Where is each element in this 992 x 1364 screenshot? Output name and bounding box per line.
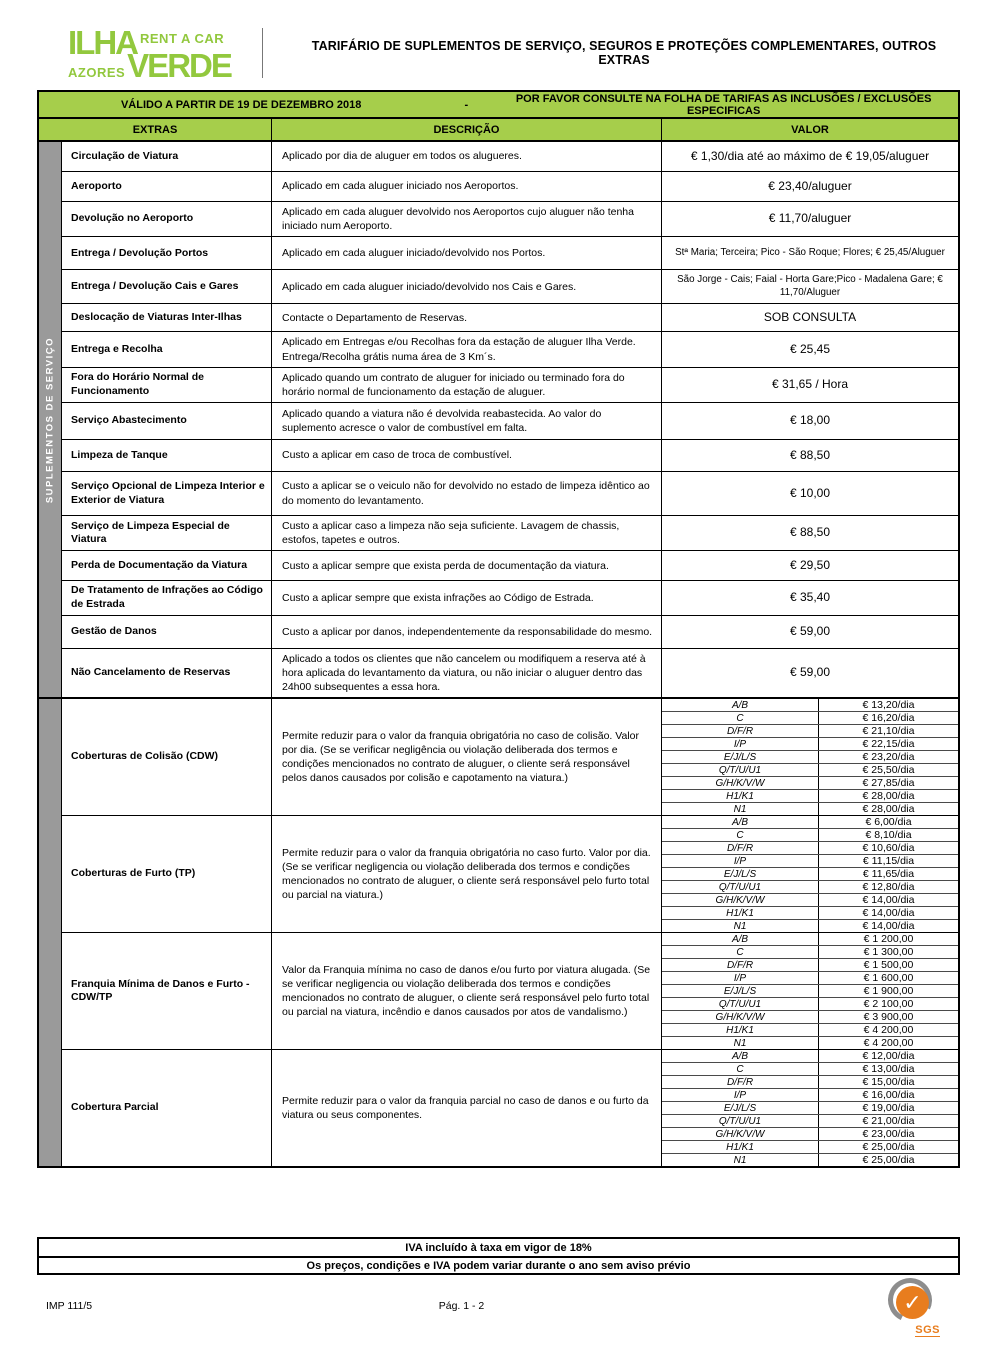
page-footer-line [0,1289,992,1336]
rate-value-cell: € 12,00/dia [862,1050,915,1063]
validity-banner [39,92,958,119]
value-cell: € 88,50 [789,447,831,462]
rate-value-cell: € 1 200,00 [863,933,914,946]
rate-value-cell: € 6,00/dia [865,816,912,829]
vehicle-group-cell: H1/K1 [662,1141,819,1153]
coverage-rate-row [662,907,958,920]
vehicle-group-cell: C [662,712,819,724]
value-cell: Stª Maria; Terceira; Pico - São Roque; Flores; € 25,45/Aluguer [675,246,945,258]
vehicle-group-cell: D/F/R [662,725,819,737]
rate-value-cell: € 2 100,00 [863,998,914,1011]
supplement-row [62,616,958,649]
logo-tagline: RENT A CAR [140,31,225,46]
supplements-section [39,142,958,697]
supplement-row [62,472,958,516]
supplement-row [62,516,958,551]
description-cell: Custo a aplicar sempre que exista infrações ao Código de Estrada. [272,581,662,614]
coverage-block [62,699,958,816]
supplement-row [62,237,958,270]
document-header [0,22,992,88]
rate-value-cell: € 3 900,00 [863,1011,914,1024]
extra-name-cell: Devolução no Aeroporto [62,202,272,236]
supplement-row [62,649,958,698]
vehicle-group-cell: C [662,1063,819,1075]
vehicle-group-cell: I/P [662,855,819,867]
description-cell: Custo a aplicar caso a limpeza não seja suficiente. Lavagem de chassis, estofos, tapetes e outros. [272,516,662,550]
vehicle-group-cell: D/F/R [662,842,819,854]
sgs-certification-logo [882,1278,940,1342]
coverage-rate-row [662,777,958,790]
coverage-rate-row [662,946,958,959]
rate-value-cell: € 27,85/dia [862,777,915,790]
vehicle-group-cell: H1/K1 [662,790,819,802]
coverage-rate-row [662,699,958,712]
vehicle-group-cell: A/B [662,816,819,828]
coverage-rate-row [662,1076,958,1089]
rate-value-cell: € 4 200,00 [863,1037,914,1050]
vehicle-group-cell: I/P [662,1089,819,1101]
coverage-rate-row [662,881,958,894]
vehicle-group-cell: C [662,829,819,841]
coverages-section [39,697,958,1166]
coverage-rate-row [662,738,958,751]
vehicle-group-cell: G/H/K/V/W [662,1011,819,1023]
column-header-extras: EXTRAS [39,119,272,140]
coverage-description-cell: Permite reduzir para o valor da franquia parcial no caso de danos e ou furto da viatura ou seus componentes. [272,1050,662,1166]
logo-word-verde: VERDE [127,47,231,84]
coverage-blocks [62,699,958,1166]
description-cell: Aplicado em cada aluguer iniciado/devolvido nos Portos. [272,237,662,269]
extra-name-cell: Aeroporto [62,172,272,201]
vehicle-group-cell: E/J/L/S [662,1102,819,1114]
coverage-rate-table [662,816,958,932]
coverage-rate-table [662,933,958,1049]
document-title: TARIFÁRIO DE SUPLEMENTOS DE SERVIÇO, SEGUROS E PROTEÇÕES COMPLEMENTARES, OUTROS EXTRAS [311,39,937,67]
validity-date-text: VÁLIDO A PARTIR DE 19 DE DEZEMBRO 2018 [120,98,362,111]
tariff-table [37,90,960,1168]
logo-region: AZORES [68,65,126,80]
rate-value-cell: € 16,00/dia [862,1089,915,1102]
value-cell: € 1,30/dia até ao máximo de € 19,05/aluguer [690,148,930,163]
vehicle-group-cell: D/F/R [662,959,819,971]
vehicle-group-cell: N1 [662,1037,819,1049]
value-cell: € 35,40 [789,590,831,605]
value-cell: € 88,50 [789,525,831,540]
vehicle-group-cell: N1 [662,920,819,932]
rate-value-cell: € 1 900,00 [863,985,914,998]
description-cell: Custo a aplicar se o veiculo não for devolvido no estado de limpeza idêntico ao do momento do levantamento. [272,472,662,515]
value-cell: € 29,50 [789,558,831,573]
rate-value-cell: € 25,00/dia [862,1141,915,1154]
rate-value-cell: € 13,20/dia [862,699,915,712]
supplement-row [62,440,958,472]
coverage-rate-row [662,790,958,803]
extra-name-cell: Entrega e Recolha [62,332,272,366]
rate-value-cell: € 14,00/dia [862,894,915,907]
coverage-rate-row [662,1050,958,1063]
rate-value-cell: € 11,15/dia [862,855,915,868]
coverage-rate-row [662,868,958,881]
coverage-rate-row [662,1063,958,1076]
supplement-row [62,202,958,237]
vehicle-group-cell: I/P [662,738,819,750]
extra-name-cell: Fora do Horário Normal de Funcionamento [62,368,272,402]
description-cell: Contacte o Departamento de Reservas. [272,304,662,331]
value-cell: São Jorge - Cais; Faial - Horta Gare;Pico - Madalena Gare; € 11,70/Aluguer [677,274,943,298]
rate-value-cell: € 25,00/dia [862,1154,915,1167]
extra-name-cell: De Tratamento de Infrações ao Código de Estrada [62,581,272,614]
vehicle-group-cell: C [662,946,819,958]
coverage-rate-row [662,816,958,829]
coverage-rate-row [662,1128,958,1141]
vehicle-group-cell: G/H/K/V/W [662,894,819,906]
form-reference: IMP 111/5 [46,1300,93,1312]
vehicle-group-cell: D/F/R [662,1076,819,1088]
description-cell: Custo a aplicar em caso de troca de combustível. [272,440,662,471]
coverage-rate-row [662,803,958,815]
supplement-row [62,270,958,304]
coverage-rate-row [662,894,958,907]
extra-name-cell: Deslocação de Viaturas Inter-Ilhas [62,304,272,331]
rate-value-cell: € 21,10/dia [862,725,915,738]
coverage-rate-row [662,998,958,1011]
column-header-descricao: DESCRIÇÃO [272,119,662,140]
vehicle-group-cell: G/H/K/V/W [662,1128,819,1140]
coverage-description-cell: Permite reduzir para o valor da franquia obrigatória no caso furto. Valor por dia. (Se se verificar negligencia ou violação deliberada dos termos e condições mencionados no contrato de aluguer, o cliente será responsável pelo furto total ou parcial na viatura.) [272,816,662,932]
rate-value-cell: € 28,00/dia [862,803,915,816]
coverage-name-cell: Franquia Mínima de Danos e Furto - CDW/TP [62,933,272,1049]
description-cell: Aplicado em Entregas e/ou Recolhas fora da estação de aluguer Ilha Verde. Entrega/Recolha grátis numa área de 3 Km´s. [272,332,662,366]
rate-value-cell: € 13,00/dia [862,1063,915,1076]
checkmark-icon: ✓ [896,1286,929,1319]
coverage-rate-row [662,1102,958,1115]
description-cell: Aplicado em cada aluguer devolvido nos Aeroportos cujo aluguer não tenha iniciado num Aeroporto. [272,202,662,236]
coverage-rate-row [662,972,958,985]
coverage-rate-row [662,764,958,777]
coverage-rate-row [662,725,958,738]
extra-name-cell: Serviço Abastecimento [62,403,272,439]
vehicle-group-cell: I/P [662,972,819,984]
rate-value-cell: € 16,20/dia [862,712,915,725]
coverage-name-cell: Coberturas de Furto (TP) [62,816,272,932]
rate-value-cell: € 1 300,00 [863,946,914,959]
coverage-name-cell: Coberturas de Colisão (CDW) [62,699,272,815]
vehicle-group-cell: N1 [662,1154,819,1166]
extra-name-cell: Entrega / Devolução Portos [62,237,272,269]
rate-value-cell: € 8,10/dia [865,829,912,842]
description-cell: Aplicado quando a viatura não é devolvida reabastecida. Ao valor do suplemento acresce o valor de combustível em falta. [272,403,662,439]
vehicle-group-cell: E/J/L/S [662,751,819,763]
rate-value-cell: € 23,00/dia [862,1128,915,1141]
description-cell: Custo a aplicar por danos, independentemente da responsabilidade do mesmo. [272,616,662,648]
rate-value-cell: € 22,15/dia [862,738,915,751]
value-cell: € 25,45 [789,341,831,356]
sgs-label: SGS [915,1324,940,1336]
description-cell: Aplicado por dia de aluguer em todos os alugueres. [272,142,662,171]
coverage-rate-row [662,1154,958,1166]
extra-name-cell: Circulação de Viatura [62,142,272,171]
banner-notice-text: POR FAVOR CONSULTE NA FOLHA DE TARIFAS AS INCLUSÕES / EXCLUSÕES ESPECIFICAS [515,92,932,117]
header-divider [262,28,263,78]
vehicle-group-cell: E/J/L/S [662,868,819,880]
coverage-rate-table [662,1050,958,1166]
rate-value-cell: € 1 500,00 [863,959,914,972]
coverage-block [62,1050,958,1166]
value-cell: € 11,70/aluguer [768,211,852,226]
supplement-row [62,332,958,367]
vehicle-group-cell: A/B [662,699,819,711]
vehicle-group-cell: E/J/L/S [662,985,819,997]
coverage-block [62,816,958,933]
supplements-rows [62,142,958,697]
value-cell: € 18,00 [789,413,831,428]
value-cell: € 10,00 [789,485,831,500]
rate-value-cell: € 10,60/dia [862,842,915,855]
value-cell: € 59,00 [789,665,831,680]
coverage-rate-row [662,1089,958,1102]
ilha-verde-logo [68,26,248,88]
vehicle-group-cell: A/B [662,1050,819,1062]
supplement-row [62,172,958,202]
coverage-rate-row [662,751,958,764]
extra-name-cell: Serviço Opcional de Limpeza Interior e Exterior de Viatura [62,472,272,515]
vehicle-group-cell: G/H/K/V/W [662,777,819,789]
coverage-rate-row [662,1011,958,1024]
coverage-rate-table [662,699,958,815]
rate-value-cell: € 12,80/dia [862,881,915,894]
section-strip-coverages [39,699,62,1166]
extra-name-cell: Não Cancelamento de Reservas [62,649,272,698]
extra-name-cell: Perda de Documentação da Viatura [62,551,272,580]
section-vertical-label: SUPLEMENTOS DE SERVIÇO [44,336,56,503]
description-cell: Aplicado a todos os clientes que não cancelem ou modifiquem a reserva até à hora aplicada do levantamento da viatura, ou não iniciar o aluguer dentro das 24h00 subsequentes a essa hora. [272,649,662,698]
coverage-rate-row [662,985,958,998]
extra-name-cell: Gestão de Danos [62,616,272,648]
coverage-description-cell: Valor da Franquia mínima no caso de danos e/ou furto por viatura alugada. (Se se verificar negligencia ou violação deliberada dos termos e condições mencionados no contrato de aluguer, o cliente será responsável pelo furto total ou parcial na viatura, incêndio e danos causados por atos de vandalismo.) [272,933,662,1049]
coverage-rate-row [662,1115,958,1128]
rate-value-cell: € 11,65/dia [862,868,915,881]
extra-name-cell: Serviço de Limpeza Especial de Viatura [62,516,272,550]
coverage-rate-row [662,829,958,842]
supplement-row [62,368,958,403]
column-header-valor: VALOR [791,123,829,136]
column-header-row [39,119,958,142]
vehicle-group-cell: Q/T/U/U1 [662,1115,819,1127]
vehicle-group-cell: A/B [662,933,819,945]
supplement-row [62,403,958,440]
price-disclaimer: Os preços, condições e IVA podem variar durante o ano sem aviso prévio [39,1256,958,1273]
value-cell: € 31,65 / Hora [771,377,849,392]
supplement-row [62,142,958,172]
description-cell: Custo a aplicar sempre que exista perda de documentação da viatura. [272,551,662,580]
vat-note: IVA incluído à taxa em vigor de 18% [405,1241,592,1254]
rate-value-cell: € 25,50/dia [862,764,915,777]
supplement-row [62,551,958,581]
supplement-row [62,581,958,615]
vehicle-group-cell: Q/T/U/U1 [662,881,819,893]
supplement-row [62,304,958,332]
banner-separator: - [464,98,469,111]
rate-value-cell: € 19,00/dia [862,1102,915,1115]
description-cell: Aplicado em cada aluguer iniciado/devolvido nos Cais e Gares. [272,270,662,303]
coverage-rate-row [662,933,958,946]
vehicle-group-cell: Q/T/U/U1 [662,764,819,776]
page-number: Pág. 1 - 2 [438,1300,485,1312]
vehicle-group-cell: H1/K1 [662,907,819,919]
coverage-rate-row [662,1024,958,1037]
description-cell: Aplicado quando um contrato de aluguer for iniciado ou terminado fora do horário normal de funcionamento da estação de aluguer. [272,368,662,402]
coverage-rate-row [662,712,958,725]
rate-value-cell: € 14,00/dia [862,907,915,920]
value-cell: € 23,40/aluguer [768,178,852,193]
coverage-name-cell: Cobertura Parcial [62,1050,272,1166]
coverage-rate-row [662,1037,958,1049]
footer-notes [37,1237,960,1275]
rate-value-cell: € 4 200,00 [863,1024,914,1037]
vehicle-group-cell: Q/T/U/U1 [662,998,819,1010]
coverage-rate-row [662,842,958,855]
rate-value-cell: € 1 600,00 [863,972,914,985]
vehicle-group-cell: N1 [662,803,819,815]
rate-value-cell: € 21,00/dia [862,1115,915,1128]
extra-name-cell: Entrega / Devolução Cais e Gares [62,270,272,303]
coverage-rate-row [662,855,958,868]
coverage-rate-row [662,959,958,972]
rate-value-cell: € 23,20/dia [862,751,915,764]
logo-word-ilha: ILHA [68,24,137,61]
coverage-rate-row [662,1141,958,1154]
description-cell: Aplicado em cada aluguer iniciado nos Aeroportos. [272,172,662,201]
value-cell: € 59,00 [789,623,831,638]
value-cell: SOB CONSULTA [763,310,857,325]
coverage-block [62,933,958,1050]
rate-value-cell: € 15,00/dia [862,1076,915,1089]
coverage-rate-row [662,920,958,932]
vehicle-group-cell: H1/K1 [662,1024,819,1036]
section-strip-supplements [39,142,62,697]
rate-value-cell: € 28,00/dia [862,790,915,803]
coverage-description-cell: Permite reduzir para o valor da franquia obrigatória no caso de colisão. Valor por dia. (Se se verificar negligência ou violação deliberada dos termos e condições mencionados no contrato de aluguer, o cliente será responsável pelos danos causados por colisão e capotamento na viatura.) [272,699,662,815]
rate-value-cell: € 14,00/dia [862,920,915,933]
extra-name-cell: Limpeza de Tanque [62,440,272,471]
